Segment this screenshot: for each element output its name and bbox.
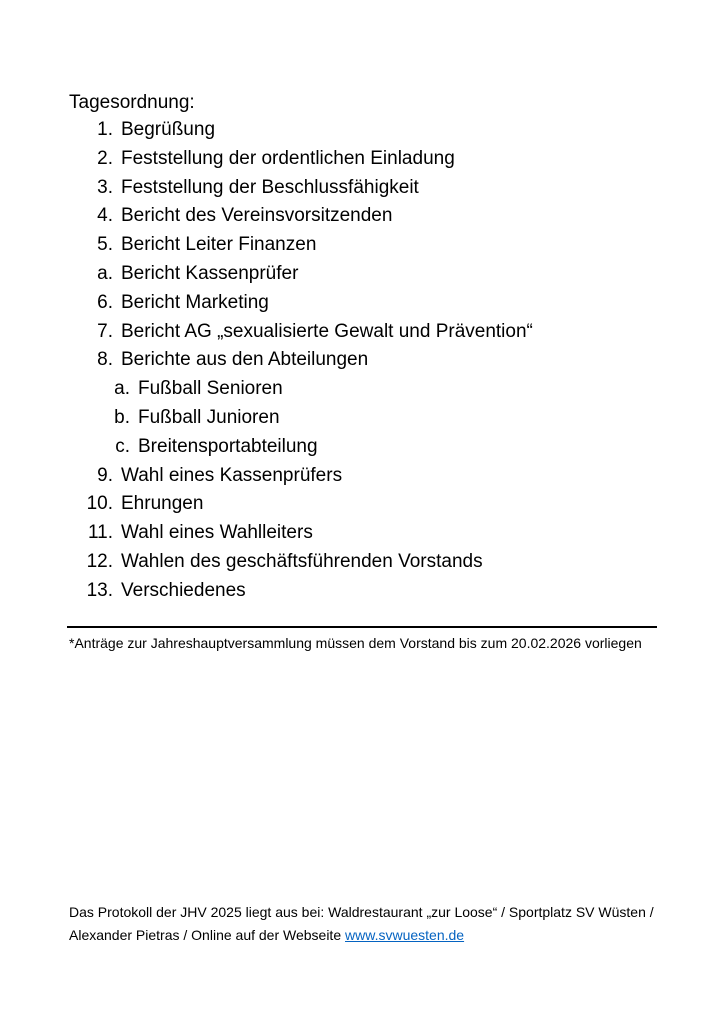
agenda-item-text: Breitensportabteilung [138, 435, 318, 457]
agenda-item-text: Bericht AG „sexualisierte Gewalt und Prävention“ [121, 320, 533, 342]
agenda-item [69, 116, 669, 145]
agenda-item-number: 8. [97, 349, 113, 371]
agenda-item-number: 10. [86, 493, 113, 515]
agenda-item [69, 462, 669, 491]
website-link[interactable]: www.svwuesten.de [345, 927, 465, 943]
agenda-item [69, 577, 669, 606]
agenda-item-number: 3. [97, 176, 113, 198]
agenda-item-number: c. [115, 435, 130, 457]
agenda-item-number: b. [114, 406, 130, 428]
agenda-item-text: Fußball Senioren [138, 378, 283, 400]
agenda-item-text: Fußball Junioren [138, 406, 280, 428]
agenda-item-text: Bericht Leiter Finanzen [121, 234, 317, 256]
agenda-item [69, 519, 669, 548]
agenda-item-text: Feststellung der ordentlichen Einladung [121, 147, 455, 169]
footer-protocol-text: Das Protokoll der JHV 2025 liegt aus bei: Waldrestaurant „zur Loose“ / Sportplatz SV Wüsten / Alexander Pietras / Online auf der Webseite [69, 904, 654, 943]
agenda-subitem [69, 433, 669, 462]
agenda-item-text: Wahlen des geschäftsführenden Vorstands [121, 550, 483, 572]
agenda-item-number: 4. [97, 205, 113, 227]
agenda-heading: Tagesordnung: [69, 92, 195, 113]
agenda-item-text: Verschiedenes [121, 579, 246, 601]
agenda-item-text: Ehrungen [121, 493, 204, 515]
agenda-subitem [69, 375, 669, 404]
agenda-item-text: Bericht des Vereinsvorsitzenden [121, 205, 393, 227]
agenda-item [69, 260, 669, 289]
agenda-list [69, 116, 669, 606]
agenda-item [69, 174, 669, 203]
footer-text [69, 901, 669, 947]
agenda-item-text: Bericht Marketing [121, 291, 269, 313]
agenda-item-number: 13. [86, 579, 113, 601]
agenda-item-number: 11. [87, 522, 113, 544]
agenda-item [69, 490, 669, 519]
agenda-item-text: Bericht Kassenprüfer [121, 262, 299, 284]
agenda-item-number: 6. [97, 291, 113, 313]
agenda-item-number: a. [97, 262, 113, 284]
agenda-item [69, 289, 669, 318]
agenda-item-number: 5. [97, 234, 113, 256]
agenda-item-number: 7. [97, 320, 113, 342]
agenda-item [69, 548, 669, 577]
deadline-note: *Anträge zur Jahreshauptversammlung müssen dem Vorstand bis zum 20.02.2026 vorliegen [69, 635, 642, 651]
agenda-item-number: 2. [97, 147, 113, 169]
agenda-item [69, 346, 669, 375]
agenda-item-text: Berichte aus den Abteilungen [121, 349, 369, 371]
agenda-item [69, 231, 669, 260]
agenda-item-number: 12. [86, 550, 113, 572]
agenda-item [69, 145, 669, 174]
agenda-item-text: Wahl eines Kassenprüfers [121, 464, 343, 486]
agenda-item [69, 318, 669, 347]
agenda-item-text: Feststellung der Beschlussfähigkeit [121, 176, 419, 198]
agenda-item-number: 1. [97, 119, 113, 140]
agenda-item-number: 9. [97, 464, 113, 486]
agenda-item-number: a. [114, 378, 130, 400]
agenda-item [69, 202, 669, 231]
agenda-item-text: Wahl eines Wahlleiters [121, 522, 313, 544]
agenda-item-text: Begrüßung [121, 119, 216, 140]
agenda-subitem [69, 404, 669, 433]
divider-line [67, 626, 657, 628]
